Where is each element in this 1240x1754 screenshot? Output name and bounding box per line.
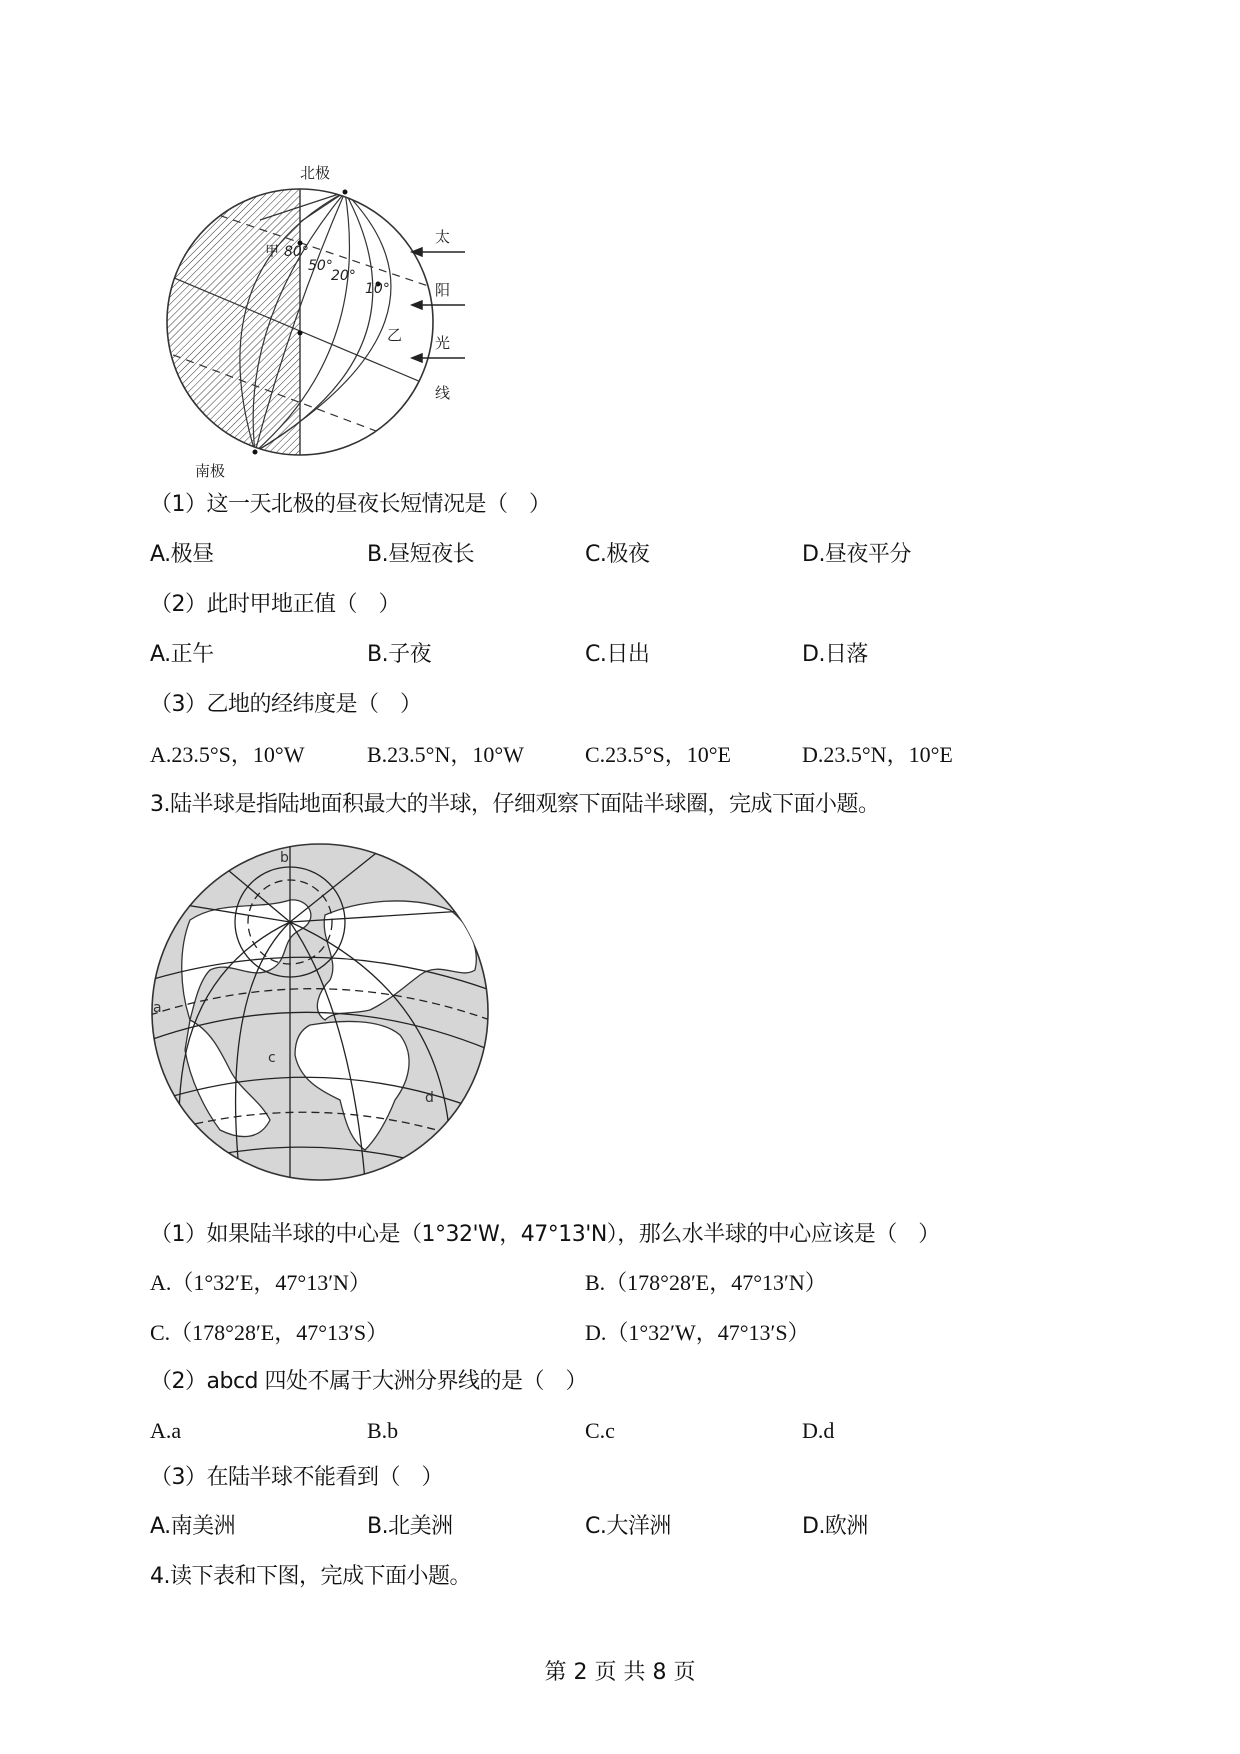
label-b: b bbox=[280, 850, 289, 866]
point-yi-label: 乙 bbox=[387, 326, 403, 344]
q3-sub1-stem: （1）如果陆半球的中心是（1°32'W，47°13'N），那么水半球的中心应该是（ ） bbox=[150, 1222, 940, 1247]
illumination-diagram-svg bbox=[140, 150, 540, 480]
illumination-diagram bbox=[140, 150, 540, 480]
q3-sub1-options-row2 bbox=[150, 1318, 1050, 1348]
q4-intro: 4.读下表和下图，完成下面小题。 bbox=[150, 1564, 471, 1589]
q2-sub3-option-b[interactable]: B.23.5°N，10°W bbox=[367, 742, 524, 767]
page-footer: 第 2 页 共 8 页 bbox=[544, 1660, 696, 1685]
land-hemisphere-map bbox=[150, 840, 490, 1185]
q3-sub1-option-c[interactable]: C.（178°28′E，47°13′S） bbox=[150, 1320, 389, 1345]
q2-sub1-option-c[interactable]: C.极夜 bbox=[585, 542, 650, 567]
lat-80-label: 80° bbox=[284, 244, 309, 260]
q3-sub3-option-c[interactable]: C.大洋洲 bbox=[585, 1514, 671, 1539]
south-pole-point bbox=[253, 450, 258, 455]
lat-10-label: 10° bbox=[365, 281, 390, 297]
q2-sub1-stem: （1）这一天北极的昼夜长短情况是（ ） bbox=[150, 492, 551, 517]
sunlight-label-char-4: 线 bbox=[435, 384, 451, 402]
north-pole-label: 北极 bbox=[300, 164, 331, 182]
lat-50-label: 50° bbox=[308, 258, 333, 274]
q2-sub2-option-c[interactable]: C.日出 bbox=[585, 642, 650, 667]
q3-intro: 3.陆半球是指陆地面积最大的半球，仔细观察下面陆半球圈，完成下面小题。 bbox=[150, 792, 880, 817]
point-jia-label: 甲 bbox=[265, 244, 279, 260]
q3-sub3-options bbox=[150, 1512, 1050, 1542]
q2-sub2-option-a[interactable]: A.正午 bbox=[150, 642, 214, 667]
q2-sub1-option-d[interactable]: D.昼夜平分 bbox=[802, 542, 911, 567]
equator-terminator-point bbox=[298, 331, 303, 336]
q3-sub3-stem: （3）在陆半球不能看到（ ） bbox=[150, 1465, 443, 1490]
north-pole-point bbox=[343, 190, 348, 195]
q2-sub1-option-a[interactable]: A.极昼 bbox=[150, 542, 214, 567]
q2-sub2-stem: （2）此时甲地正值（ ） bbox=[150, 592, 400, 617]
q3-sub2-options bbox=[150, 1416, 1050, 1446]
q3-sub3-option-b[interactable]: B.北美洲 bbox=[367, 1514, 453, 1539]
q3-sub2-stem: （2）abcd 四处不属于大洲分界线的是（ ） bbox=[150, 1369, 587, 1394]
q3-sub1-options-row1 bbox=[150, 1268, 1050, 1298]
land-hemisphere-svg bbox=[150, 840, 490, 1185]
q3-sub1-option-b[interactable]: B.（178°28′E，47°13′N） bbox=[585, 1270, 827, 1295]
q3-sub3-option-a[interactable]: A.南美洲 bbox=[150, 1514, 236, 1539]
label-d: d bbox=[425, 1090, 434, 1106]
q2-sub3-options bbox=[150, 740, 1050, 770]
lat-20-label: 20° bbox=[331, 268, 356, 284]
sunlight-label-char-3: 光 bbox=[435, 334, 451, 352]
q2-sub2-option-d[interactable]: D.日落 bbox=[802, 642, 868, 667]
q2-sub1-options bbox=[150, 540, 1050, 570]
q2-sub3-option-c[interactable]: C.23.5°S，10°E bbox=[585, 742, 731, 767]
q3-sub1-option-d[interactable]: D.（1°32′W，47°13′S） bbox=[585, 1320, 810, 1345]
label-c: c bbox=[268, 1050, 276, 1066]
label-a: a bbox=[153, 1000, 162, 1016]
q3-sub2-option-b[interactable]: B.b bbox=[367, 1418, 399, 1443]
q2-sub3-option-a[interactable]: A.23.5°S，10°W bbox=[150, 742, 305, 767]
q2-sub3-stem: （3）乙地的经纬度是（ ） bbox=[150, 692, 422, 717]
q2-sub2-option-b[interactable]: B.子夜 bbox=[367, 642, 432, 667]
q3-sub3-option-d[interactable]: D.欧洲 bbox=[802, 1514, 868, 1539]
q3-sub1-option-a[interactable]: A.（1°32′E，47°13′N） bbox=[150, 1270, 371, 1295]
q3-sub2-option-a[interactable]: A.a bbox=[150, 1418, 182, 1443]
q3-sub2-option-d[interactable]: D.d bbox=[802, 1418, 835, 1443]
q2-sub1-option-b[interactable]: B.昼短夜长 bbox=[367, 542, 475, 567]
south-pole-label: 南极 bbox=[195, 462, 226, 480]
q2-sub3-option-d[interactable]: D.23.5°N，10°E bbox=[802, 742, 953, 767]
sunlight-label-char-2: 阳 bbox=[435, 281, 451, 299]
q3-sub2-option-c[interactable]: C.c bbox=[585, 1418, 615, 1443]
sunlight-label-char-1: 太 bbox=[435, 228, 451, 246]
q2-sub2-options bbox=[150, 640, 1050, 670]
